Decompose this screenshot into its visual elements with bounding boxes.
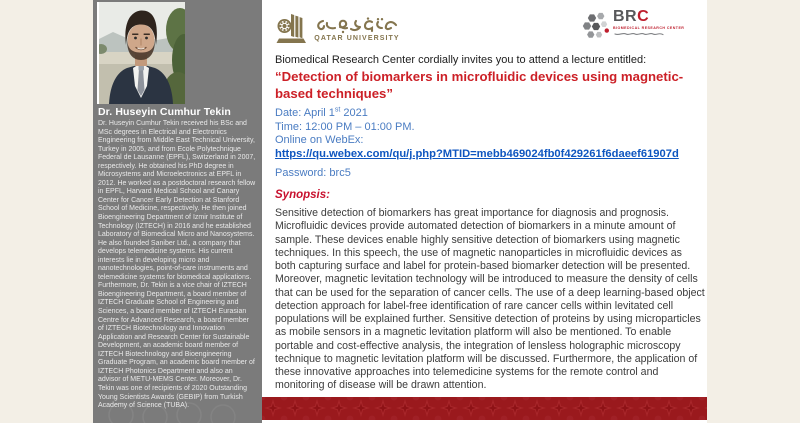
qatar-university-emblem-icon (276, 12, 308, 46)
qu-arabic-calligraphy (314, 16, 400, 34)
date-ordinal: st (334, 106, 341, 114)
lecture-details (275, 107, 705, 181)
lecture-flyer (93, 0, 707, 423)
announcement-panel (262, 0, 707, 423)
lecture-platform: Online on WebEx: (275, 134, 364, 146)
brc-logo (582, 9, 684, 39)
brc-arabic-text (613, 31, 665, 37)
lecture-title: “Detection of biomarkers in microfluidic devices using magnetic-based techniques” (275, 69, 684, 101)
qatar-university-logo (276, 10, 400, 48)
lecture-password: Password: brc5 (275, 167, 351, 179)
brc-hexagon-cluster-icon (582, 11, 610, 39)
lecture-time: Time: 12:00 PM – 01:00 PM. (275, 120, 415, 133)
speaker-name: Dr. Huseyin Cumhur Tekin (98, 106, 231, 118)
qu-english-name: QATAR UNIVERSITY (314, 35, 400, 42)
pattern-band-decoration (262, 397, 707, 420)
brc-full-name: BIOMEDICAL RESEARCH CENTER (613, 26, 685, 30)
speaker-portrait-photo (97, 2, 185, 104)
synopsis-text: Sensitive detection of biomarkers has great importance for diagnosis and prognosis. Microfluidic devices provide automated detection of biomarkers in a minute amount of sample. These devices enable highly sensitive detection of biomarkers using magnetic techniques. In this speech, the use of magnetic nanoparticles in microfluidic devices as both capturing surface and label for protein-based biomarker detection will be presented. Moreover, magnetic levitation technology will be introduced to measure the density of cells that can be used for the separation of cancer cells. The use of a deep learning-based object detection approach for label-free identification of rare cancer cells within levitated cell populations will be explained further. Sensitive detection of proteins by using microparticles as mobile sensors in a magnetic levitation platform will also be mentioned. To enable portable and cost-effective analysis, the integration of lensless holographic microscopy technique to magnetic levitation platform will be discussed. Furthermore, the application of these innovative approaches into telemedicine systems for the remote control and monitoring of disease will be drawn attention. (275, 207, 705, 392)
brc-acronym (613, 9, 684, 25)
speaker-sidebar (93, 0, 262, 423)
brc-acronym-c: C (637, 8, 650, 25)
webex-link[interactable]: https://qu.webex.com/qu/j.php?MTID=mebb469024fb0f429261f6daeef61907d (275, 147, 679, 160)
synopsis-label: Synopsis: (275, 189, 330, 201)
invite-line: Biomedical Research Center cordially invites you to attend a lecture entitled: (275, 54, 647, 66)
lecture-date: Date: April 1st 2021 (275, 106, 368, 119)
brc-acronym-br: BR (613, 8, 638, 25)
speaker-bio: Dr. Huseyin Cumhur Tekin received his BSc and MSc degrees in Electrical and Electronics Engineering from Middle East Technical University, Turkey in 2005, and from Ecole Polytechnique Federal de Lausanne (EPFL), Switzerland in 2007, respectively. He obtained his PhD degree in Microsystems and Microelectronics at EPFL in 2012. He worked as a postdoctoral research fellow in EPFL, Harvard Medical School and Canary Center for Cancer Early Detection at Stanford School of Medicine, respectively. He then joined Bioengineering Department of Izmir Institute of Technology (IZTECH) in 2016 and he established Laboratory of Biomedical Micro and Nanosystems. He also founded Saniber Ltd., a company that develops telemedicine systems. His current interests lie in developing micro and nanotechnologies, point-of-care instruments and telemedicine systems for biomedical applications. Furthermore, Dr. Tekin is a vice chair of IZTECH Bioengineering Department, a board member of IZTECH Graduate School of Engineering and Sciences, a board member of IZTECH Eurasian Centre for Advanced Research, a board member of IZTECH Biotechnology and Innovation Application and Research Center for Sustainable Development, an academic board member of IZTECH Biotechnology and Bioengineering Graduate Program, an academic board member of IZTECH Photonics Department and also an advisor of METU-MEMS Center. Moreover, Dr. Tekin was one of recipients of 2020 Outstanding Young Scientists Awards (GEBIP) from Turkish Academy of Science (TUBA). (98, 120, 256, 410)
sidebar-circles-decoration (93, 389, 262, 423)
